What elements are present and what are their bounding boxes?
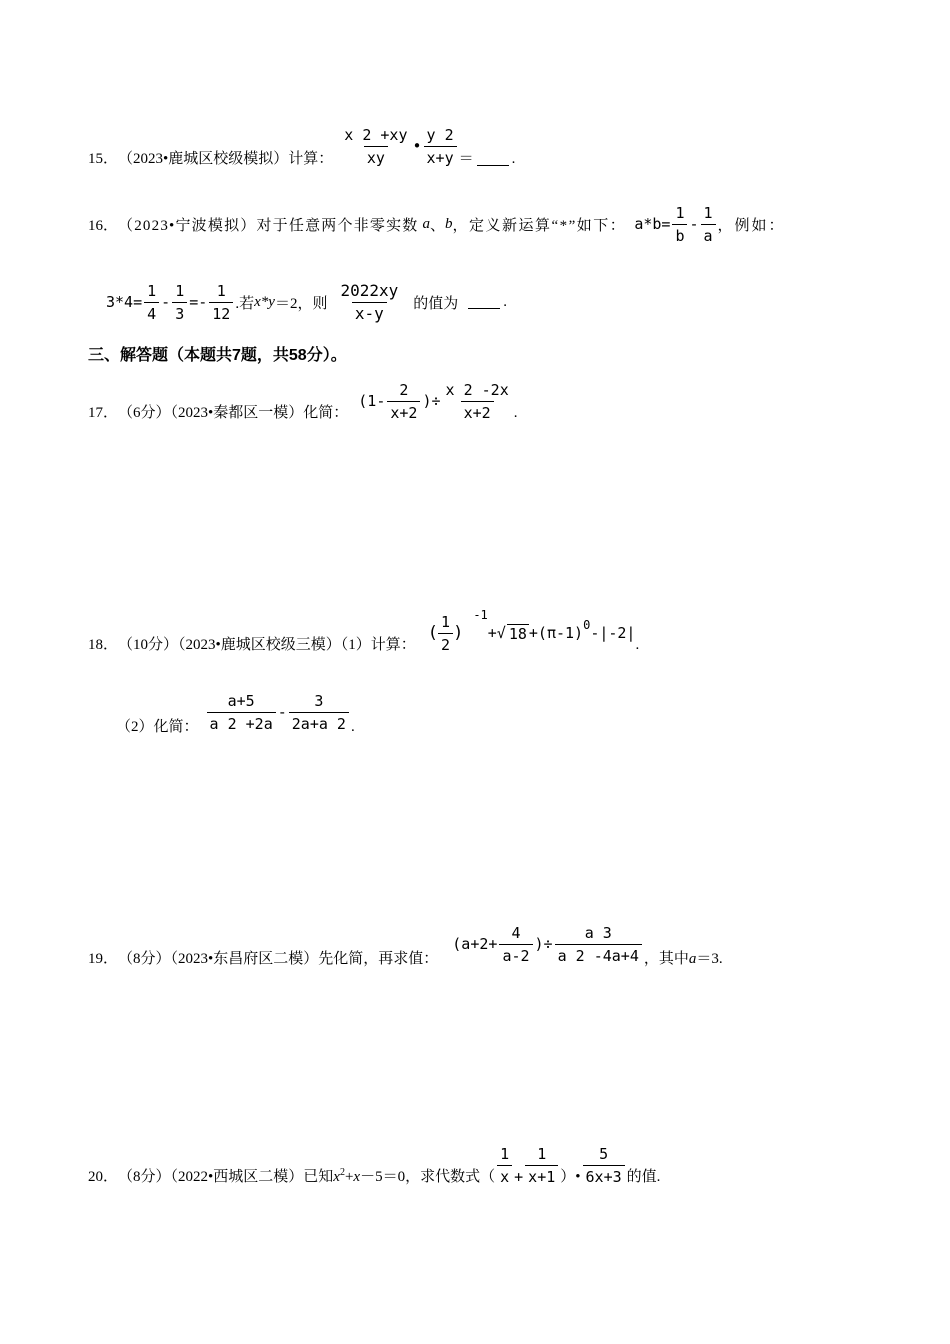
equation-rest: －5＝0，求代数式（ bbox=[360, 1169, 496, 1185]
half-fraction bbox=[438, 613, 453, 654]
open-expr: (a+2+ bbox=[452, 935, 498, 953]
numerator: 1 bbox=[147, 281, 157, 300]
answer-blank bbox=[477, 153, 509, 166]
numerator: 1 bbox=[703, 203, 713, 222]
denominator: b bbox=[672, 224, 687, 245]
condition-text: ，其中 bbox=[643, 951, 689, 967]
equation-exp: 2 bbox=[339, 1167, 345, 1178]
example-lhs: 3*4= bbox=[106, 293, 143, 311]
close-divide: )÷ bbox=[422, 392, 441, 410]
numerator: 4 bbox=[511, 923, 521, 942]
period: . bbox=[635, 637, 640, 653]
question-source: （8分）（2022•西城区二模）已知 bbox=[118, 1169, 334, 1185]
condition-expr: x*y bbox=[254, 293, 275, 310]
condition-value: ＝3. bbox=[696, 951, 723, 967]
section-heading: 三、解答题（本题共7题，共58分）。 bbox=[88, 346, 347, 364]
fraction-2 bbox=[424, 126, 457, 167]
question-source: （10分）（2023•鹿城区校级三模）（1）计算： bbox=[118, 637, 416, 653]
numerator: 2 bbox=[399, 380, 409, 399]
fraction-1 bbox=[497, 1145, 512, 1186]
numerator: 1 bbox=[537, 1144, 547, 1163]
condition-text: .若 bbox=[235, 295, 255, 312]
part-2-label: （2）化简： bbox=[116, 719, 199, 735]
question-20 bbox=[88, 1140, 660, 1190]
variable-a: a bbox=[422, 215, 430, 232]
exponent-neg-one: -1 bbox=[473, 608, 488, 622]
question-16 bbox=[88, 200, 786, 248]
close-paren: ) bbox=[453, 623, 464, 643]
question-source: （8分）（2023•东昌府区二模）先化简，再求值： bbox=[118, 951, 439, 967]
denominator: a-2 bbox=[499, 944, 532, 965]
question-source: （6分）（2023•秦都区一模）化简： bbox=[118, 405, 349, 421]
open-paren: ( bbox=[427, 623, 439, 643]
numerator: 1 bbox=[500, 1144, 510, 1163]
denominator: 12 bbox=[209, 302, 233, 323]
period: . bbox=[511, 151, 516, 167]
denominator: x+1 bbox=[525, 1165, 558, 1186]
fraction-1 bbox=[207, 692, 276, 733]
numerator: 5 bbox=[599, 1144, 609, 1163]
denominator: x-y bbox=[352, 302, 387, 323]
denominator: 2a+a 2 bbox=[289, 712, 349, 733]
denominator: 6x+3 bbox=[583, 1165, 625, 1186]
denominator: x+2 bbox=[461, 401, 494, 422]
fraction-3 bbox=[583, 1145, 625, 1186]
question-source: （2023•鹿城区校级模拟）计算： bbox=[118, 151, 334, 167]
example-fraction-3 bbox=[209, 282, 233, 323]
numerator: 2022xy bbox=[340, 280, 399, 300]
denominator: x bbox=[497, 1165, 512, 1186]
sqrt-sign: √ bbox=[496, 624, 506, 642]
ask-text: 的值为 bbox=[413, 295, 459, 312]
denominator: 3 bbox=[172, 302, 187, 323]
numerator: 1 bbox=[175, 281, 185, 300]
denominator: a bbox=[701, 224, 716, 245]
fraction-2 bbox=[289, 692, 349, 733]
answer-blank bbox=[468, 296, 500, 309]
minus: - bbox=[277, 703, 287, 721]
denominator: 2 bbox=[438, 633, 453, 654]
example-fraction-2 bbox=[172, 282, 187, 323]
fraction-1 bbox=[341, 126, 410, 167]
denominator: x+2 bbox=[387, 401, 420, 422]
condition-value: ＝2，则 bbox=[274, 295, 328, 312]
question-tail: 的值. bbox=[626, 1169, 661, 1185]
fraction-1 bbox=[499, 924, 532, 965]
definition-fraction-2 bbox=[701, 204, 716, 245]
question-number: 18． bbox=[88, 637, 119, 653]
period: . bbox=[350, 719, 355, 735]
separator: 、 bbox=[429, 217, 445, 234]
exponent-zero: 0 bbox=[583, 618, 591, 632]
question-number: 20． bbox=[88, 1169, 119, 1185]
numerator: y 2 bbox=[426, 125, 454, 144]
fraction-2 bbox=[443, 381, 512, 422]
minus: - bbox=[689, 215, 699, 233]
numerator: 1 bbox=[216, 281, 226, 300]
denominator: x+y bbox=[424, 146, 457, 167]
close-multiply: ）• bbox=[560, 1169, 581, 1185]
pi-term: +(π-1) bbox=[528, 624, 584, 642]
question-18-part-2 bbox=[116, 684, 355, 740]
example-label: ，例如： bbox=[717, 217, 786, 234]
ask-fraction bbox=[337, 282, 401, 323]
definition-fraction-1 bbox=[672, 204, 687, 245]
fraction-1 bbox=[387, 381, 420, 422]
definition-text: ，定义新运算“*”如下： bbox=[452, 217, 627, 234]
denominator: a 2 +2a bbox=[207, 712, 276, 733]
question-16-example bbox=[106, 278, 507, 326]
numerator: x 2 +xy bbox=[344, 125, 408, 144]
equals-minus: =- bbox=[189, 293, 208, 311]
equals: ＝ bbox=[458, 151, 474, 167]
open-paren: (1- bbox=[358, 392, 386, 410]
question-number: 17． bbox=[88, 405, 119, 421]
equation-plus: + bbox=[344, 1169, 354, 1185]
example-fraction-1 bbox=[144, 282, 159, 323]
fraction-2 bbox=[555, 924, 642, 965]
denominator: a 2 -4a+4 bbox=[555, 944, 642, 965]
minus: - bbox=[161, 293, 171, 311]
equation-x: x bbox=[333, 1169, 340, 1185]
question-19 bbox=[88, 916, 723, 972]
plus: + bbox=[514, 1168, 524, 1186]
fraction-2 bbox=[525, 1145, 558, 1186]
variable-a: a bbox=[688, 951, 697, 967]
multiply-dot: • bbox=[412, 137, 422, 155]
question-number: 19． bbox=[88, 951, 119, 967]
numerator: 1 bbox=[675, 203, 685, 222]
numerator: x 2 -2x bbox=[445, 380, 509, 399]
denominator: 4 bbox=[144, 302, 159, 323]
period: . bbox=[503, 293, 508, 310]
denominator: xy bbox=[364, 146, 388, 167]
question-18 bbox=[88, 608, 639, 658]
variable-b: b bbox=[444, 215, 453, 232]
question-number: 16． bbox=[88, 217, 119, 234]
sqrt-radicand: 18 bbox=[508, 624, 527, 643]
question-17 bbox=[88, 376, 518, 426]
question-15 bbox=[88, 118, 515, 174]
period: . bbox=[513, 405, 518, 421]
plus: + bbox=[487, 624, 497, 642]
numerator: a 3 bbox=[584, 923, 612, 942]
question-source: （2023•宁波模拟）对于任意两个非零实数 bbox=[118, 217, 419, 234]
definition-lhs: a*b= bbox=[634, 215, 671, 233]
question-number: 15． bbox=[88, 151, 119, 167]
numerator: a+5 bbox=[227, 691, 255, 710]
close-divide: )÷ bbox=[534, 935, 553, 953]
equation-x2: x bbox=[353, 1169, 361, 1185]
abs-term: -|-2| bbox=[590, 624, 636, 642]
numerator: 1 bbox=[441, 612, 451, 631]
numerator: 3 bbox=[314, 691, 324, 710]
